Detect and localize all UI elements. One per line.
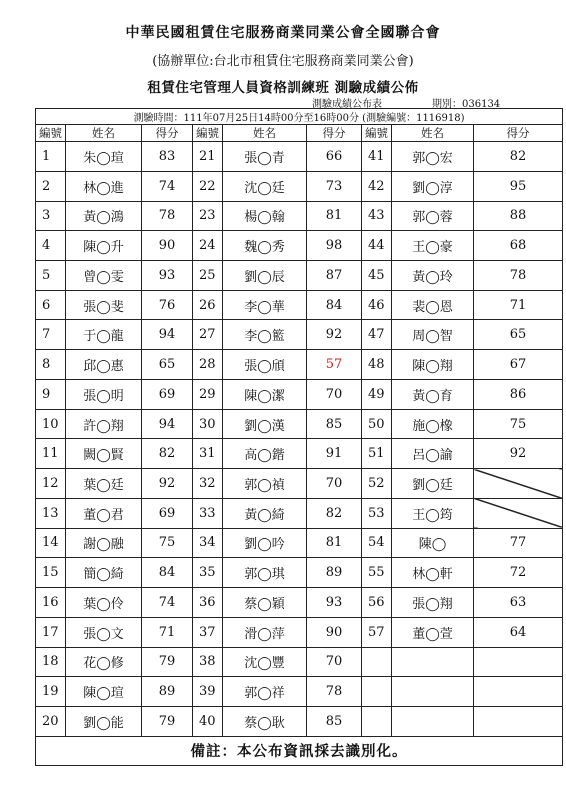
cell-name: 魏◯秀 [223, 231, 307, 261]
cell-name: 陳◯瑄 [66, 677, 142, 707]
cell-score: 74 [142, 171, 193, 201]
cell-number: 52 [362, 469, 392, 499]
cell-name: 蔡◯穎 [223, 588, 307, 618]
table-row [36, 201, 563, 231]
cell-score: 90 [142, 231, 193, 261]
table-row [36, 350, 563, 380]
cell-score: 91 [307, 439, 362, 469]
cell-score: 78 [142, 201, 193, 231]
column-header-name: 姓名 [392, 125, 474, 142]
cell-score: 82 [307, 498, 362, 528]
cell-name: 朱◯瑄 [66, 142, 142, 172]
cell-number: 6 [36, 290, 66, 320]
cell-number: 4 [36, 231, 66, 261]
cell-score: 84 [142, 558, 193, 588]
cell-name: 滑◯萍 [223, 617, 307, 647]
cell-number: 22 [193, 171, 223, 201]
cell-number: 13 [36, 498, 66, 528]
cell-score: 85 [307, 409, 362, 439]
cell-score: 72 [474, 558, 563, 588]
period-label: 期別：036134 [432, 99, 501, 110]
cell-name: 李◯籃 [223, 320, 307, 350]
cell-score: 87 [307, 260, 362, 290]
cell-score: 70 [307, 379, 362, 409]
cell-name: 簡◯綺 [66, 558, 142, 588]
cell-score [474, 498, 563, 528]
cell-number: 1 [36, 142, 66, 172]
cell-score [474, 707, 563, 737]
table-row [36, 320, 563, 350]
cell-number: 44 [362, 231, 392, 261]
cell-number: 55 [362, 558, 392, 588]
cell-number: 46 [362, 290, 392, 320]
cell-name: 劉◯能 [66, 707, 142, 737]
cell-score: 63 [474, 588, 563, 618]
cell-score: 89 [307, 558, 362, 588]
cell-number: 50 [362, 409, 392, 439]
cell-name: 郭◯祥 [223, 677, 307, 707]
cell-score: 73 [307, 171, 362, 201]
cell-number: 9 [36, 379, 66, 409]
table-row [36, 498, 563, 528]
cell-name: 張◯明 [66, 379, 142, 409]
cell-score: 81 [307, 201, 362, 231]
cell-name: 沈◯廷 [223, 171, 307, 201]
cell-number: 30 [193, 409, 223, 439]
cell-score: 66 [307, 142, 362, 172]
cell-number: 5 [36, 260, 66, 290]
cell-score [474, 469, 563, 499]
cell-number: 31 [193, 439, 223, 469]
cell-name: 張◯文 [66, 617, 142, 647]
cell-number: 7 [36, 320, 66, 350]
table-row [36, 409, 563, 439]
cell-score: 94 [142, 409, 193, 439]
cell-number: 3 [36, 201, 66, 231]
cell-score: 93 [307, 588, 362, 618]
cell-name: 黃◯鴻 [66, 201, 142, 231]
cell-name: 曾◯雯 [66, 260, 142, 290]
cell-score: 76 [142, 290, 193, 320]
table-row [36, 528, 563, 558]
cell-name: 劉◯廷 [392, 469, 474, 499]
cell-score: 67 [474, 350, 563, 380]
cell-score: 70 [307, 647, 362, 677]
co-organizer-line: (協辦單位:台北市租賃住宅服務商業同業公會) [152, 54, 414, 69]
cell-number: 10 [36, 409, 66, 439]
cell-name: 許◯翔 [66, 409, 142, 439]
cell-number: 57 [362, 617, 392, 647]
cell-number [362, 707, 392, 737]
document-subtitle: 租賃住宅管理人員資格訓練班 測驗成績公佈 [147, 80, 419, 96]
cell-score: 95 [474, 171, 563, 201]
cell-number: 27 [193, 320, 223, 350]
footer-row [36, 736, 563, 765]
cell-number: 47 [362, 320, 392, 350]
cell-number: 34 [193, 528, 223, 558]
cell-number [362, 647, 392, 677]
cell-name: 董◯萱 [392, 617, 474, 647]
cell-name: 黃◯綺 [223, 498, 307, 528]
cell-number: 18 [36, 647, 66, 677]
cell-name: 陳◯升 [66, 231, 142, 261]
table-row [36, 588, 563, 618]
cell-name: 呂◯諭 [392, 439, 474, 469]
cell-score: 81 [307, 528, 362, 558]
cell-name: 董◯君 [66, 498, 142, 528]
cell-name: 劉◯淳 [392, 171, 474, 201]
table-row [36, 231, 563, 261]
cell-number: 38 [193, 647, 223, 677]
column-header-name: 姓名 [223, 125, 307, 142]
cell-score: 75 [142, 528, 193, 558]
cell-name: 張◯斐 [66, 290, 142, 320]
cell-score: 89 [142, 677, 193, 707]
cell-name [392, 647, 474, 677]
column-header-number: 編號 [193, 125, 223, 142]
table-row [36, 469, 563, 499]
cell-number: 40 [193, 707, 223, 737]
cell-number: 24 [193, 231, 223, 261]
cell-name: 王◯筠 [392, 498, 474, 528]
cell-score: 94 [142, 320, 193, 350]
cell-number: 53 [362, 498, 392, 528]
publish-label: 測驗成績公布表 [312, 99, 382, 110]
cell-name: 周◯智 [392, 320, 474, 350]
cell-score: 57 [307, 350, 362, 380]
cell-name: 邱◯惠 [66, 350, 142, 380]
column-header-number: 編號 [36, 125, 66, 142]
cell-name: 蔡◯耿 [223, 707, 307, 737]
cell-score: 90 [307, 617, 362, 647]
table-row [36, 142, 563, 172]
exam-info: 測驗時間：111年07月25日14時00分至16時00分 (測驗編號：1116918) [36, 109, 563, 125]
cell-score: 75 [474, 409, 563, 439]
table-row [36, 677, 563, 707]
cell-name: 郭◯宏 [392, 142, 474, 172]
cell-number: 11 [36, 439, 66, 469]
cell-name: 葉◯廷 [66, 469, 142, 499]
cell-number: 36 [193, 588, 223, 618]
cell-score: 83 [142, 142, 193, 172]
cell-name: 葉◯伶 [66, 588, 142, 618]
cell-name: 闕◯賢 [66, 439, 142, 469]
cell-number: 16 [36, 588, 66, 618]
cell-score: 69 [142, 498, 193, 528]
cell-score: 65 [142, 350, 193, 380]
publish-row [0, 95, 566, 109]
cell-score: 98 [307, 231, 362, 261]
cell-name: 張◯青 [223, 142, 307, 172]
cell-number: 35 [193, 558, 223, 588]
cell-number: 48 [362, 350, 392, 380]
cell-name: 王◯豪 [392, 231, 474, 261]
cell-score: 88 [474, 201, 563, 231]
cell-score: 86 [474, 379, 563, 409]
cell-name: 林◯軒 [392, 558, 474, 588]
cell-score: 78 [474, 260, 563, 290]
cell-name: 裴◯恩 [392, 290, 474, 320]
cell-score [474, 677, 563, 707]
cell-number: 42 [362, 171, 392, 201]
cell-number: 37 [193, 617, 223, 647]
cell-score: 65 [474, 320, 563, 350]
cell-number: 51 [362, 439, 392, 469]
cell-score: 74 [142, 588, 193, 618]
table-row [36, 439, 563, 469]
cell-number: 54 [362, 528, 392, 558]
cell-number: 45 [362, 260, 392, 290]
cell-number: 39 [193, 677, 223, 707]
cell-number: 43 [362, 201, 392, 231]
cell-name: 花◯修 [66, 647, 142, 677]
table-row [36, 290, 563, 320]
cell-number: 26 [193, 290, 223, 320]
cell-name: 陳◯潔 [223, 379, 307, 409]
cell-name: 劉◯辰 [223, 260, 307, 290]
column-header-score: 得分 [474, 125, 563, 142]
cell-number: 2 [36, 171, 66, 201]
cell-score: 79 [142, 647, 193, 677]
cell-number: 15 [36, 558, 66, 588]
cell-number: 12 [36, 469, 66, 499]
cell-number: 25 [193, 260, 223, 290]
cell-score [474, 647, 563, 677]
cell-number: 20 [36, 707, 66, 737]
cell-number: 23 [193, 201, 223, 231]
cell-number: 56 [362, 588, 392, 618]
cell-name: 于◯龍 [66, 320, 142, 350]
cell-score: 92 [307, 320, 362, 350]
cell-number: 28 [193, 350, 223, 380]
cell-score: 79 [142, 707, 193, 737]
cell-score: 77 [474, 528, 563, 558]
cell-name: 謝◯融 [66, 528, 142, 558]
cell-score: 84 [307, 290, 362, 320]
cell-name: 郭◯琪 [223, 558, 307, 588]
cell-name: 黃◯育 [392, 379, 474, 409]
column-header-score: 得分 [142, 125, 193, 142]
cell-number [362, 677, 392, 707]
cell-score: 78 [307, 677, 362, 707]
footer-note: 備註：本公布資訊採去識別化。 [36, 736, 563, 765]
cell-number: 33 [193, 498, 223, 528]
cell-number: 41 [362, 142, 392, 172]
cell-name: 楊◯翰 [223, 201, 307, 231]
column-header-score: 得分 [307, 125, 362, 142]
cell-number: 21 [193, 142, 223, 172]
cell-name: 劉◯漢 [223, 409, 307, 439]
cell-score: 82 [142, 439, 193, 469]
table-row [36, 379, 563, 409]
cell-name: 李◯華 [223, 290, 307, 320]
cell-score: 82 [474, 142, 563, 172]
cell-score: 68 [474, 231, 563, 261]
table-row [36, 171, 563, 201]
cell-score: 92 [142, 469, 193, 499]
cell-score: 93 [142, 260, 193, 290]
cell-number: 32 [193, 469, 223, 499]
document-title: 中華民國租賃住宅服務商業同業公會全國聯合會 [125, 25, 441, 41]
cell-name: 陳◯ [392, 528, 474, 558]
table-row [36, 260, 563, 290]
cell-number: 29 [193, 379, 223, 409]
column-header-name: 姓名 [66, 125, 142, 142]
cell-name: 劉◯吟 [223, 528, 307, 558]
score-table [35, 108, 563, 766]
table-row [36, 647, 563, 677]
cell-number: 14 [36, 528, 66, 558]
cell-score: 70 [307, 469, 362, 499]
cell-name: 郭◯禎 [223, 469, 307, 499]
cell-name: 沈◯豐 [223, 647, 307, 677]
cell-score: 69 [142, 379, 193, 409]
cell-score: 64 [474, 617, 563, 647]
cell-name [392, 677, 474, 707]
cell-name: 施◯橡 [392, 409, 474, 439]
cell-number: 17 [36, 617, 66, 647]
table-row [36, 617, 563, 647]
cell-name: 高◯鍇 [223, 439, 307, 469]
cell-name: 陳◯翔 [392, 350, 474, 380]
cell-name: 張◯翔 [392, 588, 474, 618]
cell-name: 黃◯玲 [392, 260, 474, 290]
cell-score: 85 [307, 707, 362, 737]
column-header-number: 編號 [362, 125, 392, 142]
cell-number: 19 [36, 677, 66, 707]
cell-score: 71 [474, 290, 563, 320]
table-row [36, 558, 563, 588]
cell-name: 郭◯蓉 [392, 201, 474, 231]
cell-number: 49 [362, 379, 392, 409]
cell-name: 張◯頎 [223, 350, 307, 380]
cell-score: 71 [142, 617, 193, 647]
table-row [36, 707, 563, 737]
cell-name [392, 707, 474, 737]
table-header-row [36, 125, 563, 142]
cell-score: 92 [474, 439, 563, 469]
cell-number: 8 [36, 350, 66, 380]
cell-name: 林◯進 [66, 171, 142, 201]
